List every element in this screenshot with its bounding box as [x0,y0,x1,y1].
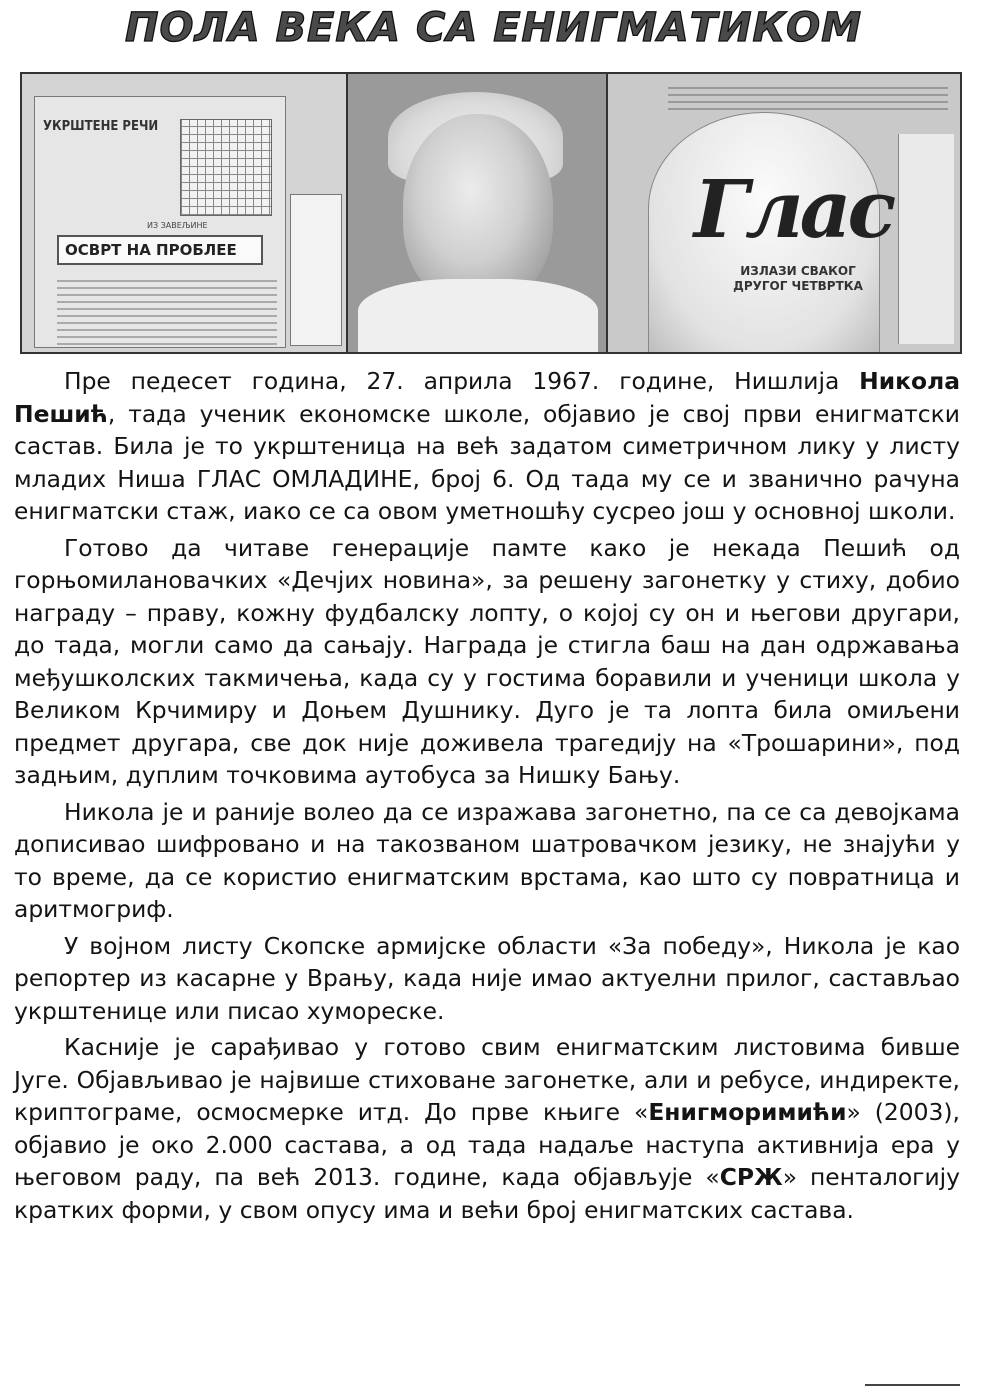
footer-rule [865,1384,960,1386]
p5-text-a: Касније је сарађивао у готово свим енигматским листовима бивше Југе. Објављивао је највише стиховане загонетке, али и ребусе, индиректе, криптограме, осмосмерке итд. До прве књиге « [14,1033,960,1126]
p5-text-b: » (2003), објавио је око 2.000 састава, а од тада надаље наступа активнија ера у његовом раду, па већ 2013. године, када објављује « [14,1098,960,1191]
portrait-face [403,114,553,304]
p5-text-c: » пенталогију кратких форми, у свом опусу има и већи број енигматских састава. [14,1163,960,1224]
article-body [14,365,960,1230]
clipping-subheading: ИЗ ЗАВЕЉИНЕ [147,221,208,230]
clipping-text-lines [57,275,277,345]
clipping-banner: ОСВРТ НА ПРОБЛЕЕ [57,235,263,265]
p1-text-b: , тада ученик економске школе, објавио је свој први енигматски састав. Била је то укрштеница на већ задатом симетричном лику у листу младих Ниша ГЛАС ОМЛАДИНЕ, број 6. Од тада му се и званично рачуна енигматски стаж, иако се са овом уметношћу сусрео још у основној школи. [14,399,960,525]
cover-masthead: Глас [693,162,893,256]
crossword-grid [180,119,272,216]
article-headline: ПОЛА ВЕКА СА ЕНИГМАТИКОМ [124,5,862,51]
paragraph-2: Готово да читаве генерације памте како је некада Пешић од горњомилановачких «Дечјих новина», за решену загонетку у стиху, добио награду – праву, кожну фудбалску лопту, о којој су он и његови другари, до тада, могли само да сањају. Награда је стигла баш на дан одржавања међушколских такмичења, када су у гостима боравили и ученици школа у Великом Крчимиру и Доњем Душнику. Дуго је та лопта била омиљени предмет другара, све док није доживела трагедију на «Трошарини», под задњим, дуплим точковима аутобуса за Нишку Бању. [14,533,960,789]
cover-caption [708,264,888,294]
cover-caption-line1: ИЗЛАЗИ СВАКОГ [740,264,856,278]
magazine-cover-photo [608,74,960,352]
paragraph-5 [14,1031,960,1226]
crossword-heading: УКРШТЕНЕ РЕЧИ [43,119,159,134]
cover-caption-line2: ДРУГОГ ЧЕТВРТКА [733,279,863,293]
cover-top-text [668,82,948,110]
newspaper-page [34,96,286,348]
newspaper-clipping-photo [22,74,348,352]
p1-text-a: Пре педесет година, 27. априла 1967. године, Нишлија [64,367,860,395]
portrait-collar [358,279,598,352]
photo-strip [20,72,962,354]
person-name: Никола Пешић [14,367,960,428]
paragraph-4: У војном листу Скопске армијске области «За победу», Никола је као репортер из касарне у Врању, када није имао актуелни прилог, састављао укрштенице или писао хумореске. [14,931,960,1025]
book-title-2: СРЖ [719,1163,783,1191]
portrait-photo [348,74,608,352]
cover-edge [898,134,954,344]
clipping-frame [290,194,342,346]
book-title-1: Енигморимићи [648,1098,847,1126]
paragraph-1 [14,365,960,528]
paragraph-3: Никола је и раније волео да се изражава загонетно, па се са девојкама дописивао шифровано и на такозваном шатровачком језику, не знајући у то време, да се користио енигматским врстама, као што су повратница и аритмогриф. [14,797,960,923]
